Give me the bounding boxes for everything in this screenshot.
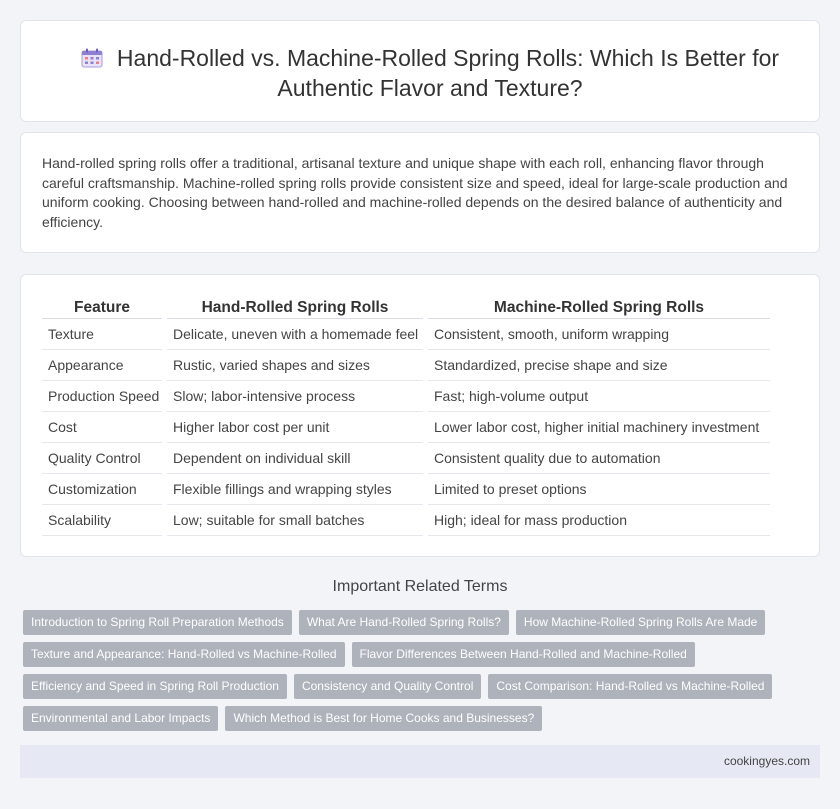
header-hand-rolled: Hand-Rolled Spring Rolls: [167, 294, 423, 319]
tag-row: [23, 674, 813, 706]
cell-machine-rolled: Standardized, precise shape and size: [428, 350, 770, 381]
cell-machine-rolled: High; ideal for mass production: [428, 505, 770, 536]
site-name[interactable]: cookingyes.com: [723, 754, 810, 768]
cell-machine-rolled: Consistent, smooth, uniform wrapping: [428, 319, 770, 350]
cell-feature: Customization: [42, 474, 162, 505]
cell-machine-rolled: Lower labor cost, higher initial machinery investment: [428, 412, 770, 443]
cell-feature: Texture: [42, 319, 162, 350]
table-row: [42, 443, 770, 474]
related-term-tag[interactable]: Environmental and Labor Impacts: [23, 706, 218, 731]
cell-hand-rolled: Flexible fillings and wrapping styles: [167, 474, 423, 505]
tag-row: [23, 642, 813, 674]
related-term-tag[interactable]: Efficiency and Speed in Spring Roll Production: [23, 674, 287, 699]
cell-feature: Production Speed: [42, 381, 162, 412]
tag-row: [23, 610, 813, 642]
cell-machine-rolled: Limited to preset options: [428, 474, 770, 505]
footer: [20, 745, 820, 778]
page-title: Hand-Rolled vs. Machine-Rolled Spring Rolls: Which Is Better for Authentic Flavor and Texture?: [116, 45, 780, 101]
related-term-tag[interactable]: Flavor Differences Between Hand-Rolled and Machine-Rolled: [352, 642, 695, 667]
cell-machine-rolled: Consistent quality due to automation: [428, 443, 770, 474]
cell-feature: Scalability: [42, 505, 162, 536]
related-term-tag[interactable]: Texture and Appearance: Hand-Rolled vs Machine-Rolled: [23, 642, 345, 667]
table-row: [42, 505, 770, 536]
related-terms-heading: Important Related Terms: [332, 578, 508, 595]
title-card: [20, 20, 820, 122]
calendar-icon: [81, 48, 103, 68]
cell-hand-rolled: Delicate, uneven with a homemade feel: [167, 319, 423, 350]
related-term-tag[interactable]: What Are Hand-Rolled Spring Rolls?: [299, 610, 509, 635]
cell-feature: Quality Control: [42, 443, 162, 474]
related-terms-list: [23, 610, 813, 738]
summary-paragraph: Hand-rolled spring rolls offer a traditional, artisanal texture and unique shape with each roll, enhancing flavor through careful craftsmanship. Machine-rolled spring rolls provide consistent size and speed, ideal for large-scale production and uniform cooking. Choosing between hand-rolled and machine-rolled depends on the desired balance of authenticity and efficiency.: [42, 155, 788, 230]
header-feature: Feature: [42, 294, 162, 319]
title-wrap: [61, 43, 799, 103]
table-row: [42, 350, 770, 381]
header-machine-rolled: Machine-Rolled Spring Rolls: [428, 294, 770, 319]
related-term-tag[interactable]: Which Method is Best for Home Cooks and Businesses?: [225, 706, 542, 731]
cell-feature: Cost: [42, 412, 162, 443]
comparison-table-card: [20, 274, 820, 557]
related-term-tag[interactable]: Consistency and Quality Control: [294, 674, 481, 699]
related-term-tag[interactable]: How Machine-Rolled Spring Rolls Are Made: [516, 610, 765, 635]
related-term-tag[interactable]: Cost Comparison: Hand-Rolled vs Machine-Rolled: [488, 674, 772, 699]
table-row: [42, 381, 770, 412]
tag-row: [23, 706, 813, 738]
table-row: [42, 474, 770, 505]
cell-hand-rolled: Dependent on individual skill: [167, 443, 423, 474]
table-row: [42, 319, 770, 350]
cell-hand-rolled: Low; suitable for small batches: [167, 505, 423, 536]
comparison-table: [37, 294, 775, 536]
table-header-row: [42, 294, 770, 319]
summary-card: [20, 132, 820, 253]
cell-hand-rolled: Rustic, varied shapes and sizes: [167, 350, 423, 381]
cell-hand-rolled: Slow; labor-intensive process: [167, 381, 423, 412]
cell-hand-rolled: Higher labor cost per unit: [167, 412, 423, 443]
table-row: [42, 412, 770, 443]
cell-feature: Appearance: [42, 350, 162, 381]
related-term-tag[interactable]: Introduction to Spring Roll Preparation Methods: [23, 610, 292, 635]
cell-machine-rolled: Fast; high-volume output: [428, 381, 770, 412]
